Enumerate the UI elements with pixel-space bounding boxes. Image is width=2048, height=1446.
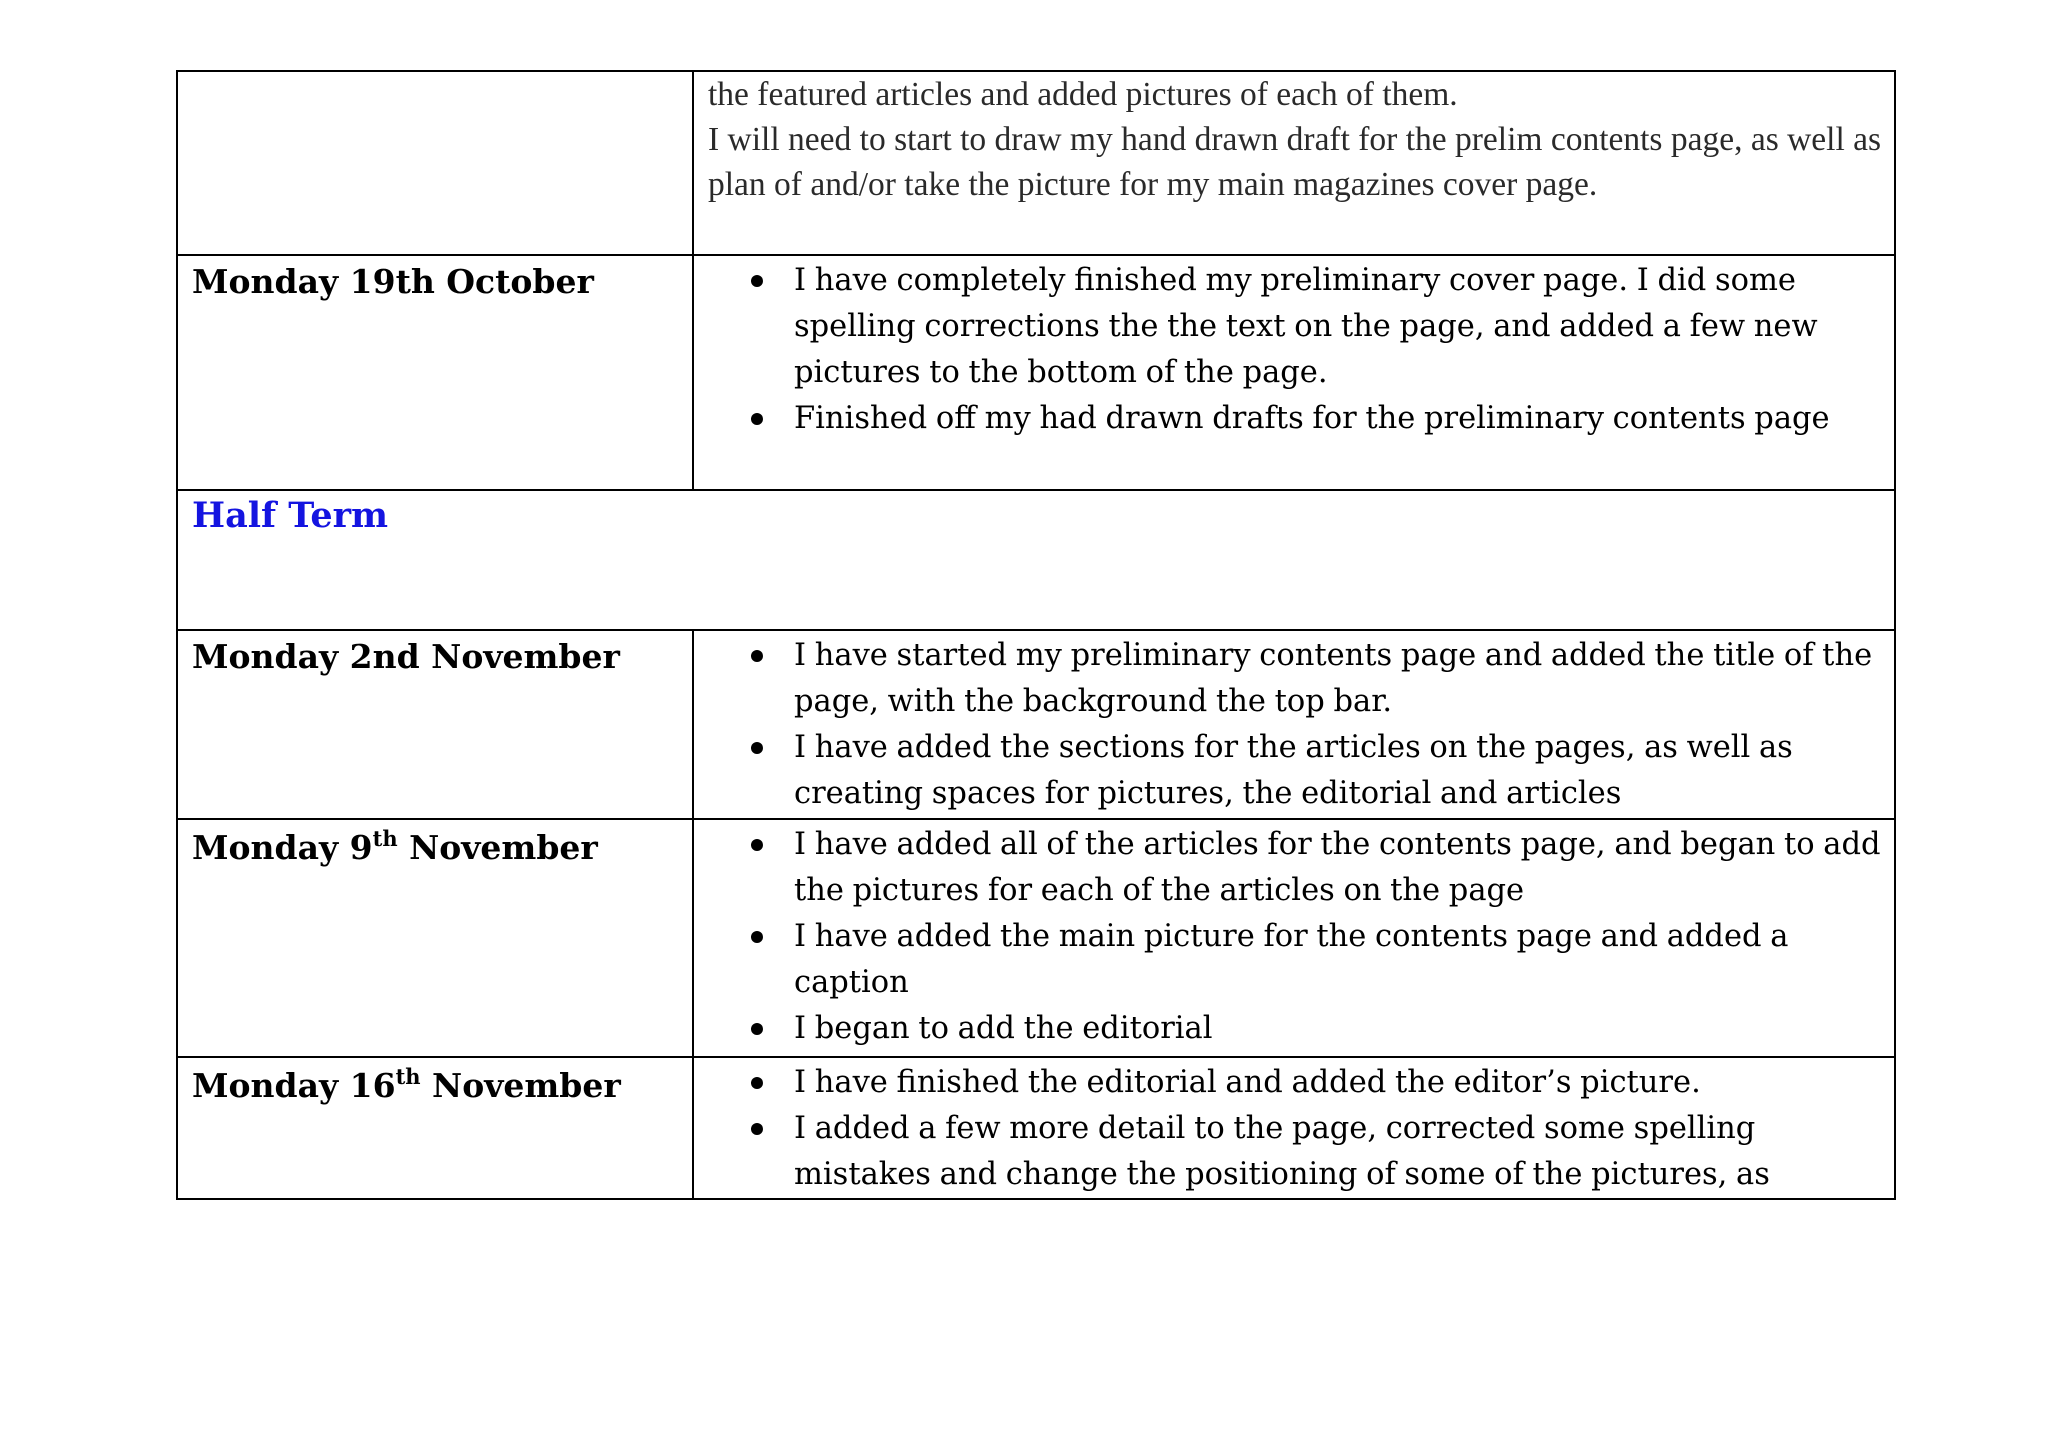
date-cell (177, 1057, 693, 1199)
bullet-list (694, 1060, 1894, 1198)
notes-cell (693, 630, 1895, 819)
bullet-list (694, 258, 1894, 442)
notes-cell (693, 819, 1895, 1057)
bullet-item: I have finished the editorial and added the editor’s picture. (694, 1060, 1894, 1106)
bullet-item: I have added all of the articles for the contents page, and began to add the pictures for each of the articles on the page (694, 822, 1894, 914)
bullet-item: I began to add the editorial (694, 1006, 1894, 1052)
date-cell-empty (177, 71, 693, 255)
log-row-2-november (177, 630, 1895, 819)
date-ordinal: th (395, 1064, 421, 1089)
date-text: November (420, 1066, 621, 1105)
date-cell: Monday 2nd November (177, 630, 693, 819)
notes-line: I will need to start to draw my hand drawn draft for the prelim contents page, as well as plan of and/or take the picture for my main magazines cover page. (708, 121, 1882, 203)
half-term-heading: Half Term (177, 490, 1895, 630)
notes-cell (693, 71, 1895, 255)
notes-cell (693, 1057, 1895, 1199)
date-cell (177, 819, 693, 1057)
date-ordinal: th (372, 826, 398, 851)
log-row-19-october (177, 255, 1895, 490)
bullet-item: Finished off my had drawn drafts for the preliminary contents page (694, 396, 1894, 442)
bullet-item: I have added the sections for the articles on the pages, as well as creating spaces for pictures, the editorial and articles (694, 725, 1894, 817)
log-row-16-november (177, 1057, 1895, 1199)
notes-cell (693, 255, 1895, 490)
log-row-9-november (177, 819, 1895, 1057)
bullet-item: I added a few more detail to the page, corrected some spelling mistakes and change the positioning of some of the pictures, as (694, 1106, 1894, 1198)
production-log-table (176, 70, 1896, 1200)
date-text: November (397, 828, 598, 867)
bullet-list (694, 822, 1894, 1052)
bullet-item: I have added the main picture for the contents page and added a caption (694, 914, 1894, 1006)
date-text: Monday 16 (192, 1066, 396, 1105)
log-row-half-term (177, 490, 1895, 630)
log-row-continuation (177, 71, 1895, 255)
notes-line: the featured articles and added pictures of each of them. (708, 76, 1458, 113)
bullet-list (694, 633, 1894, 817)
bullet-item: I have completely finished my preliminary cover page. I did some spelling corrections the the text on the page, and added a few new pictures to the bottom of the page. (694, 258, 1894, 396)
date-cell: Monday 19th October (177, 255, 693, 490)
date-text: Monday 9 (192, 828, 373, 867)
bullet-item: I have started my preliminary contents page and added the title of the page, with the background the top bar. (694, 633, 1894, 725)
